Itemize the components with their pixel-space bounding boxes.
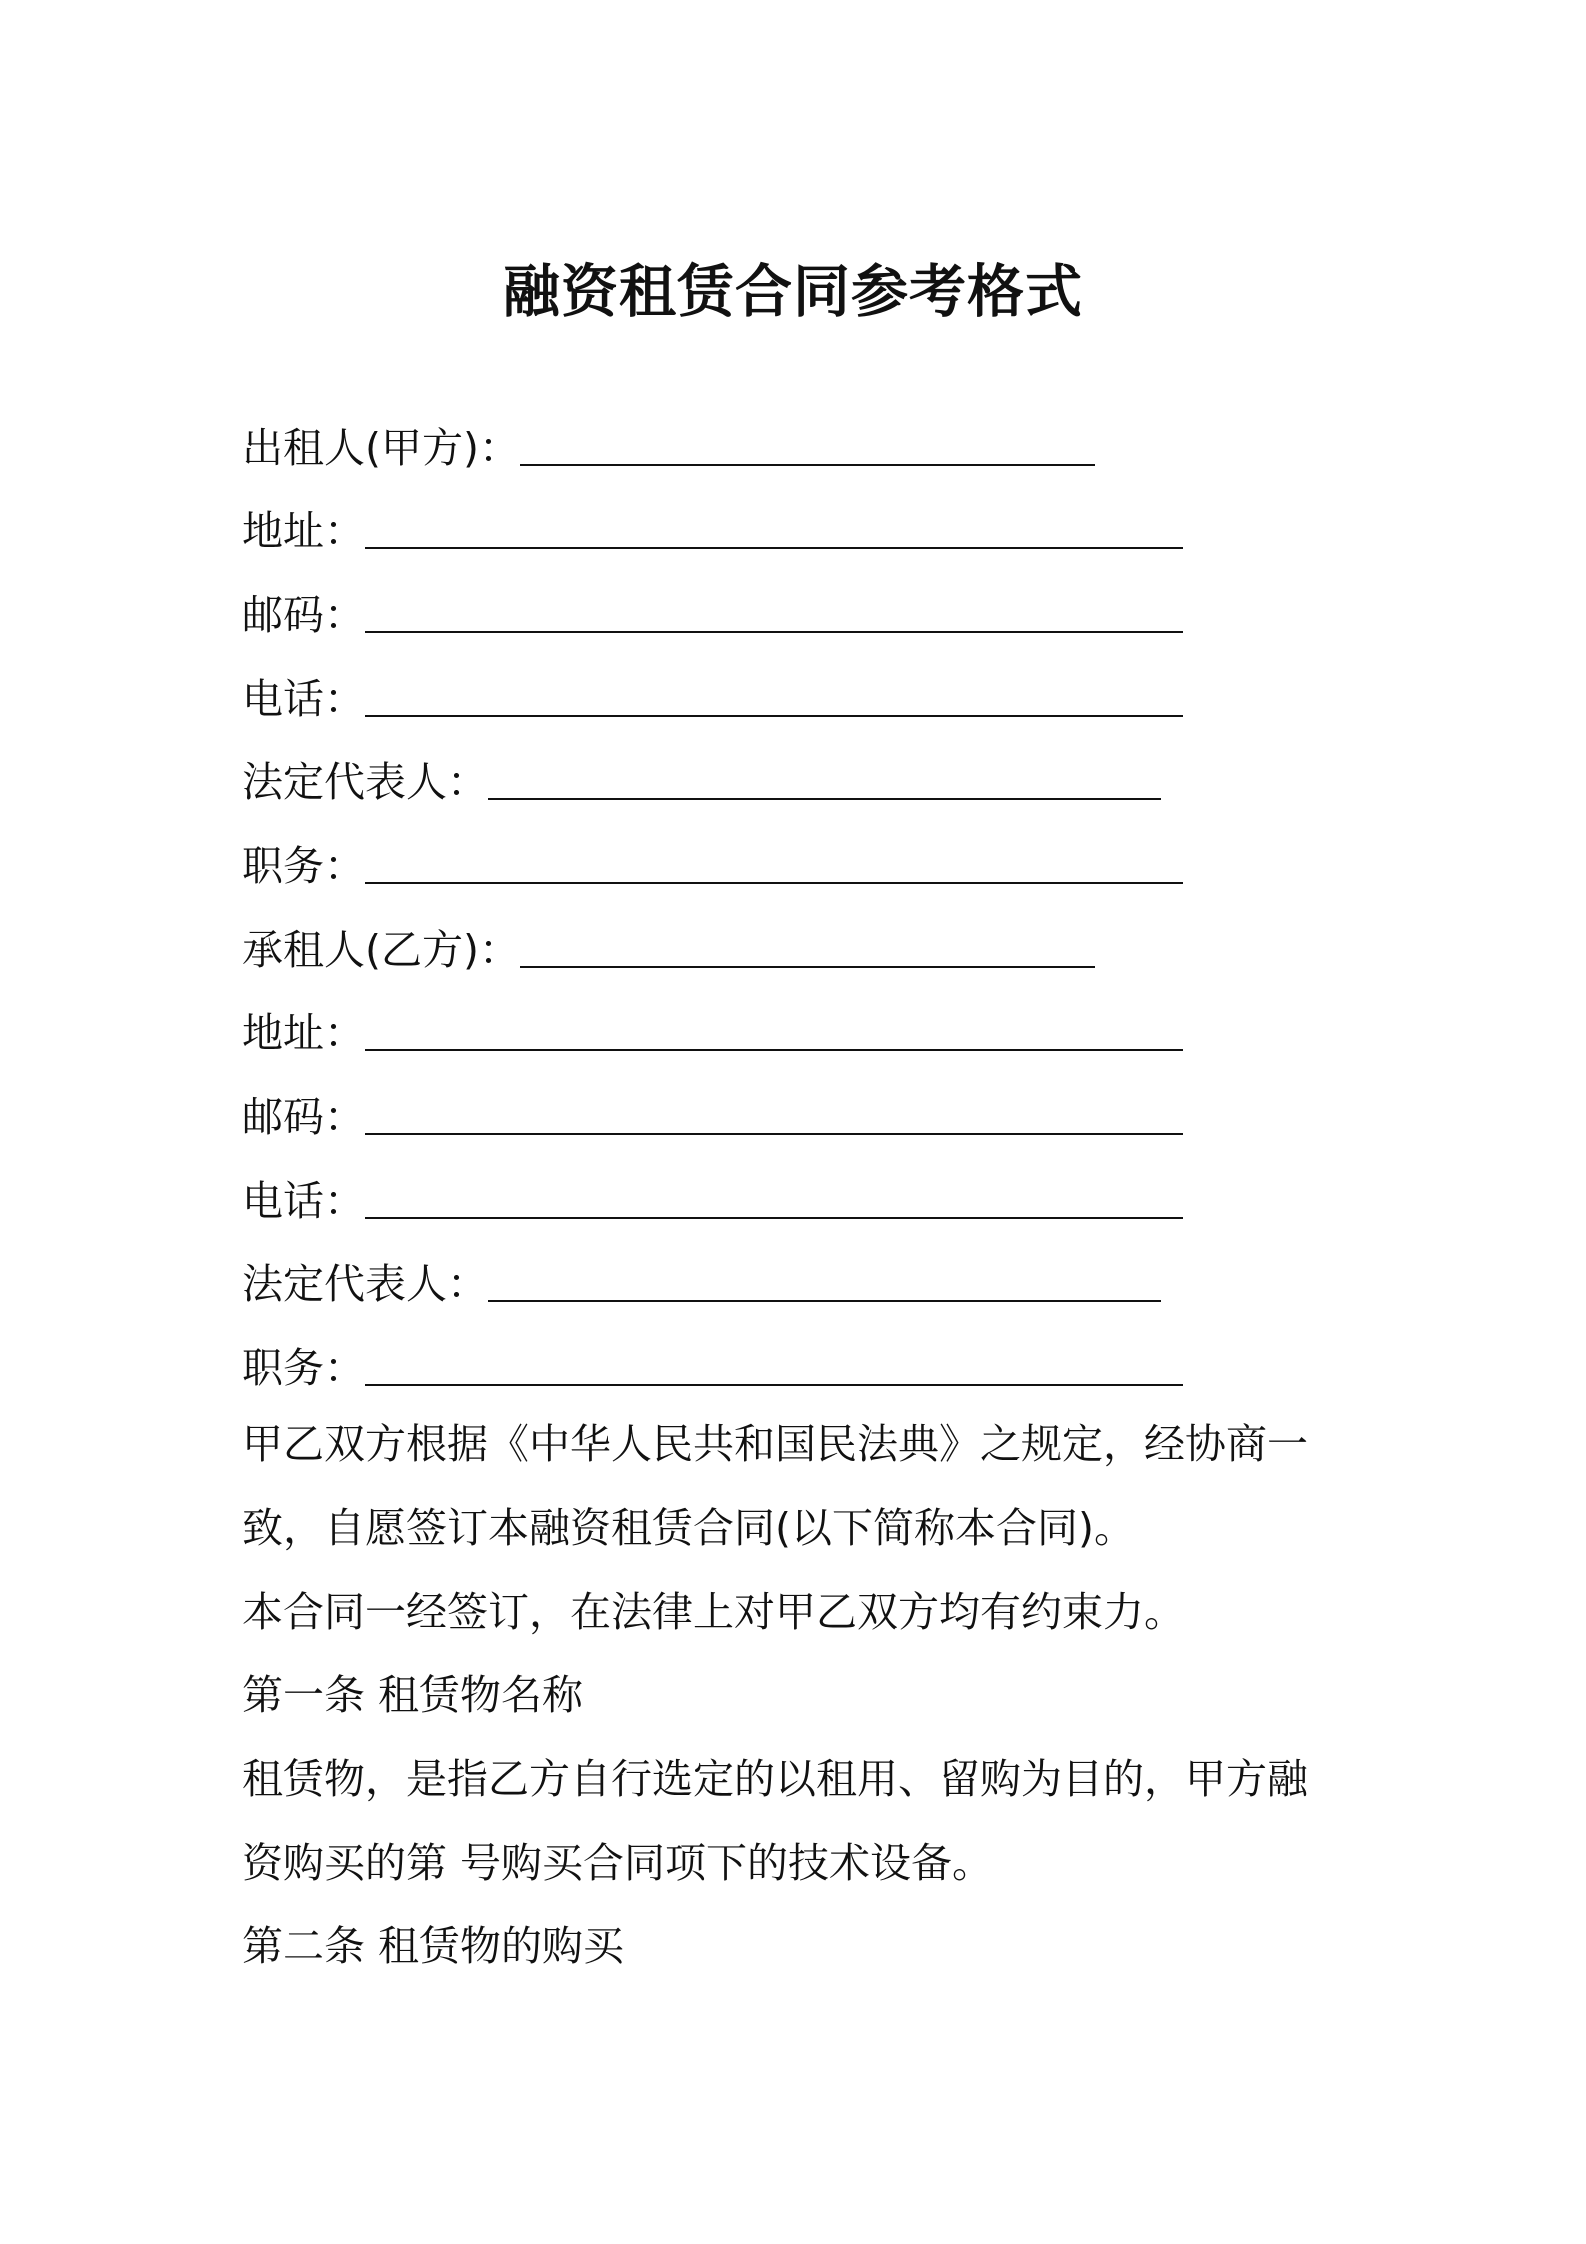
preamble-line-1: 甲乙双方根据《中华人民共和国民法典》之规定，经协商一 [242,1420,1308,1468]
binding-statement: 本合同一经签订，在法律上对甲乙双方均有约束力。 [242,1588,1185,1636]
lessee-address-field [242,1003,1183,1063]
lessee-postcode-blank[interactable] [365,1119,1183,1135]
lessee-legal-rep-label: 法定代表人： [242,1260,488,1308]
lessee-postcode-field [242,1087,1183,1147]
lessee-phone-label: 电话： [242,1177,365,1225]
lessee-position-label: 职务： [242,1344,365,1392]
lessor-phone-label: 电话： [242,675,365,723]
lessor-party-blank[interactable] [520,450,1095,466]
lessor-address-blank[interactable] [365,533,1183,549]
lessor-address-field [242,501,1183,561]
lessor-address-label: 地址： [242,507,365,555]
lessee-party-blank[interactable] [520,952,1095,968]
lessee-position-field [242,1338,1183,1398]
lessor-phone-field [242,669,1183,729]
article-1-line-1: 租赁物，是指乙方自行选定的以租用、留购为目的，甲方融 [242,1755,1308,1803]
lessee-party-label: 承租人(乙方)： [242,926,520,974]
article-2-heading: 第二条 租赁物的购买 [242,1922,625,1970]
lessee-legal-rep-blank[interactable] [488,1286,1161,1302]
preamble-line-2: 致，自愿签订本融资租赁合同(以下简称本合同)。 [242,1504,1135,1552]
lessor-legal-rep-blank[interactable] [488,784,1161,800]
lessor-position-field [242,836,1183,896]
lessor-legal-rep-field [242,752,1161,812]
lessee-address-blank[interactable] [365,1035,1183,1051]
document-title: 融资租赁合同参考格式 [503,259,1083,325]
lessee-address-label: 地址： [242,1009,365,1057]
lessor-phone-blank[interactable] [365,701,1183,717]
lessee-legal-rep-field [242,1254,1161,1314]
lessor-position-label: 职务： [242,842,365,890]
article-1-line-2: 资购买的第 号购买合同项下的技术设备。 [242,1839,994,1887]
lessee-party-field [242,920,1095,980]
lessor-postcode-label: 邮码： [242,591,365,639]
lessee-phone-field [242,1171,1183,1231]
lessor-position-blank[interactable] [365,868,1183,884]
lessor-party-field [242,418,1095,478]
article-1-heading: 第一条 租赁物名称 [242,1671,584,1719]
lessor-postcode-blank[interactable] [365,617,1183,633]
lessee-position-blank[interactable] [365,1370,1183,1386]
lessor-postcode-field [242,585,1183,645]
lessee-postcode-label: 邮码： [242,1093,365,1141]
lessor-legal-rep-label: 法定代表人： [242,758,488,806]
lessee-phone-blank[interactable] [365,1203,1183,1219]
lessor-party-label: 出租人(甲方)： [242,424,520,472]
